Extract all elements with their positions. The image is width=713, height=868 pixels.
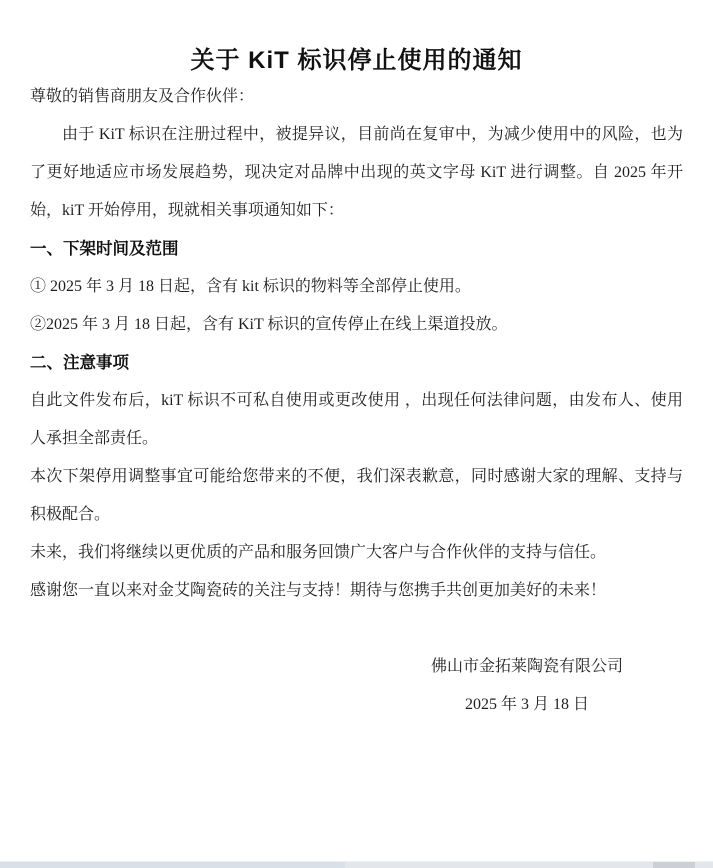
section-1-item-1: ① 2025 年 3 月 18 日起，含有 kit 标识的物料等全部停止使用。 [30,278,471,295]
scrollbar-thumb[interactable] [653,862,695,868]
section-2-paragraph-3: 未来，我们将继续以更优质的产品和服务回馈广大客户与合作伙伴的支持与信任。 [30,544,607,561]
horizontal-scrollbar[interactable] [0,861,713,868]
section-2-paragraph-4: 感谢您一直以来对金艾陶瓷砖的关注与支持！期待与您携手共创更加美好的未来！ [30,582,607,599]
intro-paragraph: 由于 KiT 标识在注册过程中，被提异议，目前尚在复审中，为减少使用中的风险，也为了更好地适应市场发展趋势，现决定对品牌中出现的英文字母 KiT 进行调整。自 2025 年开始，kiT 开始停用，现就相关事项通知如下： [30,126,683,219]
signature-block [397,648,657,724]
section-2-heading: 二、注意事项 [30,354,129,372]
signature-date: 2025 年 3 月 18 日 [464,696,589,713]
section-2-paragraph-1: 自此文件发布后，kiT 标识不可私自使用或更改使用 ，出现任何法律问题，由发布人、使用人承担全部责任。 [30,392,683,447]
scrollbar-track-segment [0,862,345,868]
section-1-heading: 一、下架时间及范围 [30,240,179,258]
section-1-item-2: ②2025 年 3 月 18 日起，含有 KiT 标识的宣传停止在线上渠道投放。 [30,316,508,333]
document-title: 关于 KiT 标识停止使用的通知 [190,47,523,74]
signature-company: 佛山市金拓莱陶瓷有限公司 [430,658,623,675]
salutation-line: 尊敬的销售商朋友及合作伙伴： [30,88,255,105]
section-2-paragraph-2: 本次下架停用调整事宜可能给您带来的不便，我们深表歉意，同时感谢大家的理解、支持与积极配合。 [30,468,683,523]
